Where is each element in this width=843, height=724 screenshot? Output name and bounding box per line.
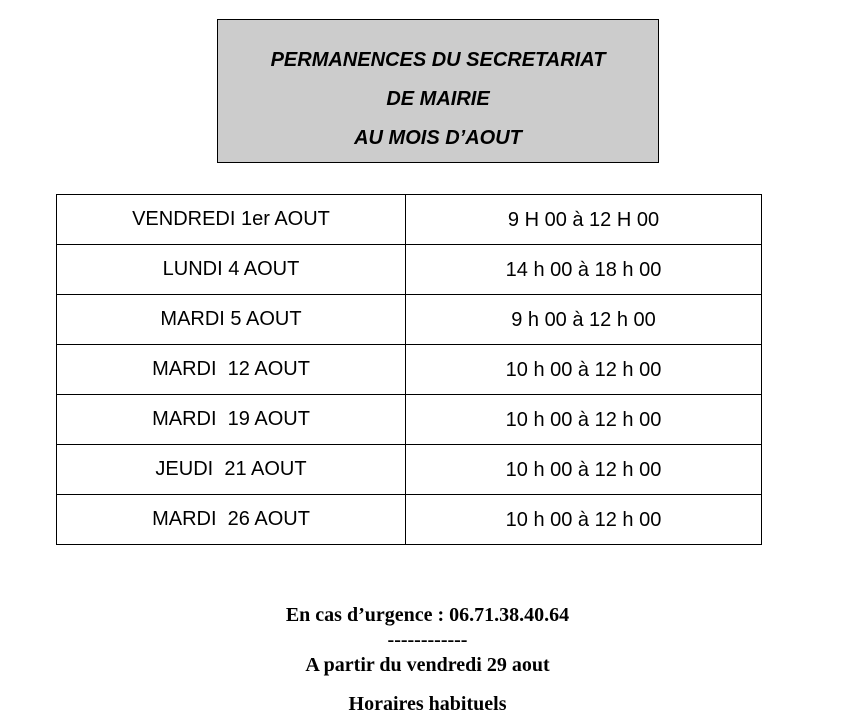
table-row [57, 345, 762, 395]
time-cell: 9 h 00 à 12 h 00 [406, 295, 762, 345]
day-cell: VENDREDI 1er AOUT [57, 195, 406, 245]
table-row [57, 245, 762, 295]
day-cell: LUNDI 4 AOUT [57, 245, 406, 295]
urgence-phone: En cas d’urgence : 06.71.38.40.64 [285, 604, 570, 626]
table-row [57, 195, 762, 245]
schedule-table [56, 194, 762, 545]
time-cell: 9 H 00 à 12 H 00 [406, 195, 762, 245]
time-cell: 10 h 00 à 12 h 00 [406, 395, 762, 445]
time-cell: 10 h 00 à 12 h 00 [406, 495, 762, 545]
from-date-notice: A partir du vendredi 29 aout [305, 654, 550, 676]
time-cell: 14 h 00 à 18 h 00 [406, 245, 762, 295]
table-row [57, 495, 762, 545]
day-cell: MARDI 26 AOUT [57, 495, 406, 545]
usual-hours-notice: Horaires habituels [348, 693, 507, 715]
day-cell: JEUDI 21 AOUT [57, 445, 406, 495]
day-cell: MARDI 19 AOUT [57, 395, 406, 445]
title-line-2: DE MAIRIE [386, 88, 490, 110]
table-row [57, 395, 762, 445]
separator-line: ------------ [387, 629, 468, 651]
title-box [217, 19, 659, 163]
time-cell: 10 h 00 à 12 h 00 [406, 445, 762, 495]
day-cell: MARDI 12 AOUT [57, 345, 406, 395]
day-cell: MARDI 5 AOUT [57, 295, 406, 345]
title-line-3: AU MOIS D’AOUT [354, 127, 522, 149]
table-row [57, 295, 762, 345]
table-row [57, 445, 762, 495]
time-cell: 10 h 00 à 12 h 00 [406, 345, 762, 395]
title-line-1: PERMANENCES DU SECRETARIAT [270, 49, 606, 71]
